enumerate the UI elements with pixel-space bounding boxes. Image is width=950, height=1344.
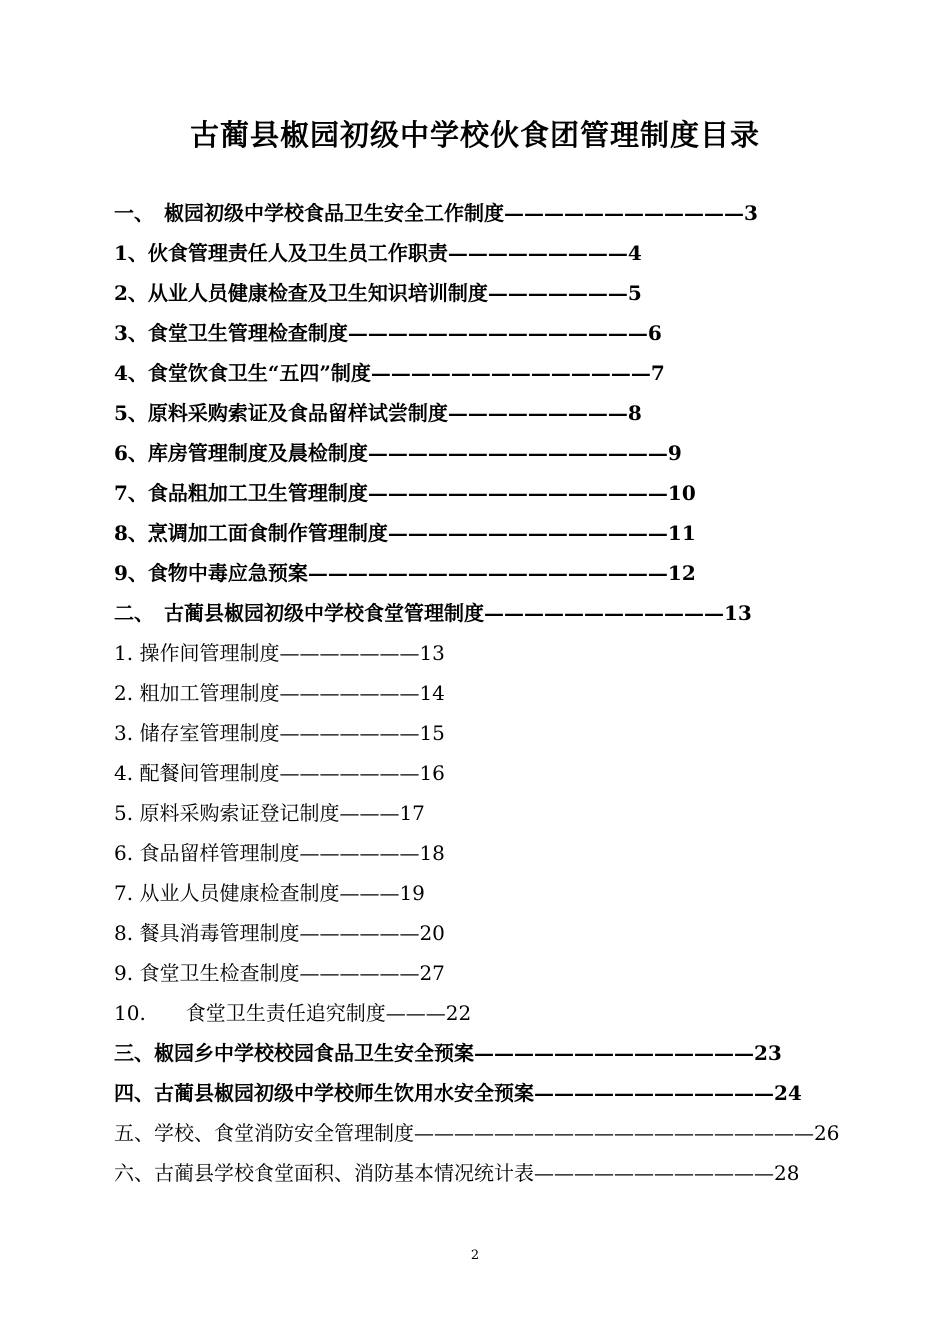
toc-entry: 1、伙食管理责任人及卫生员工作职责—————————4 [114,241,642,265]
toc-entry: 4、食堂饮食卫生“五四”制度——————————————7 [114,361,665,385]
toc-entry: 三、椒园乡中学校校园食品卫生安全预案——————————————23 [114,1041,782,1065]
toc-entry: 7. 从业人员健康检查制度———19 [114,881,425,905]
toc-entry: 8、烹调加工面食制作管理制度——————————————11 [114,521,696,545]
toc-entry: 7、食品粗加工卫生管理制度———————————————10 [114,481,696,505]
toc-entry: 4. 配餐间管理制度———————16 [114,761,445,785]
toc-entry: 2. 粗加工管理制度———————14 [114,681,445,705]
toc-entry: 9、食物中毒应急预案——————————————————12 [114,561,696,585]
toc-entry: 一、 椒园初级中学校食品卫生安全工作制度————————————3 [114,201,758,225]
toc-entry: 二、 古蔺县椒园初级中学校食堂管理制度————————————13 [114,601,752,625]
toc-entry: 六、古蔺县学校食堂面积、消防基本情况统计表————————————28 [114,1161,800,1185]
toc-entry: 10. 食堂卫生责任追究制度———22 [114,1001,472,1025]
document-title: 古蔺县椒园初级中学校伙食团管理制度目录 [189,118,760,152]
toc-entry: 5、原料采购索证及食品留样试尝制度—————————8 [114,401,642,425]
toc-entry: 9. 食堂卫生检查制度——————27 [114,961,445,985]
toc-entry: 8. 餐具消毒管理制度——————20 [114,921,445,945]
toc-entry: 1. 操作间管理制度———————13 [114,641,445,665]
toc-entry: 6、库房管理制度及晨检制度———————————————9 [114,441,682,465]
toc-entry: 2、从业人员健康检查及卫生知识培训制度———————5 [114,281,642,305]
toc-entry: 6. 食品留样管理制度——————18 [114,841,445,865]
toc-entry: 五、学校、食堂消防安全管理制度————————————————————26 [114,1121,840,1145]
table-of-contents [114,193,874,1193]
toc-entry: 3、食堂卫生管理检查制度———————————————6 [114,321,662,345]
page-number: 2 [470,1248,480,1263]
toc-entry: 5. 原料采购索证登记制度———17 [114,801,425,825]
toc-entry: 四、古蔺县椒园初级中学校师生饮用水安全预案————————————24 [114,1081,802,1105]
toc-entry: 3. 储存室管理制度———————15 [114,721,445,745]
